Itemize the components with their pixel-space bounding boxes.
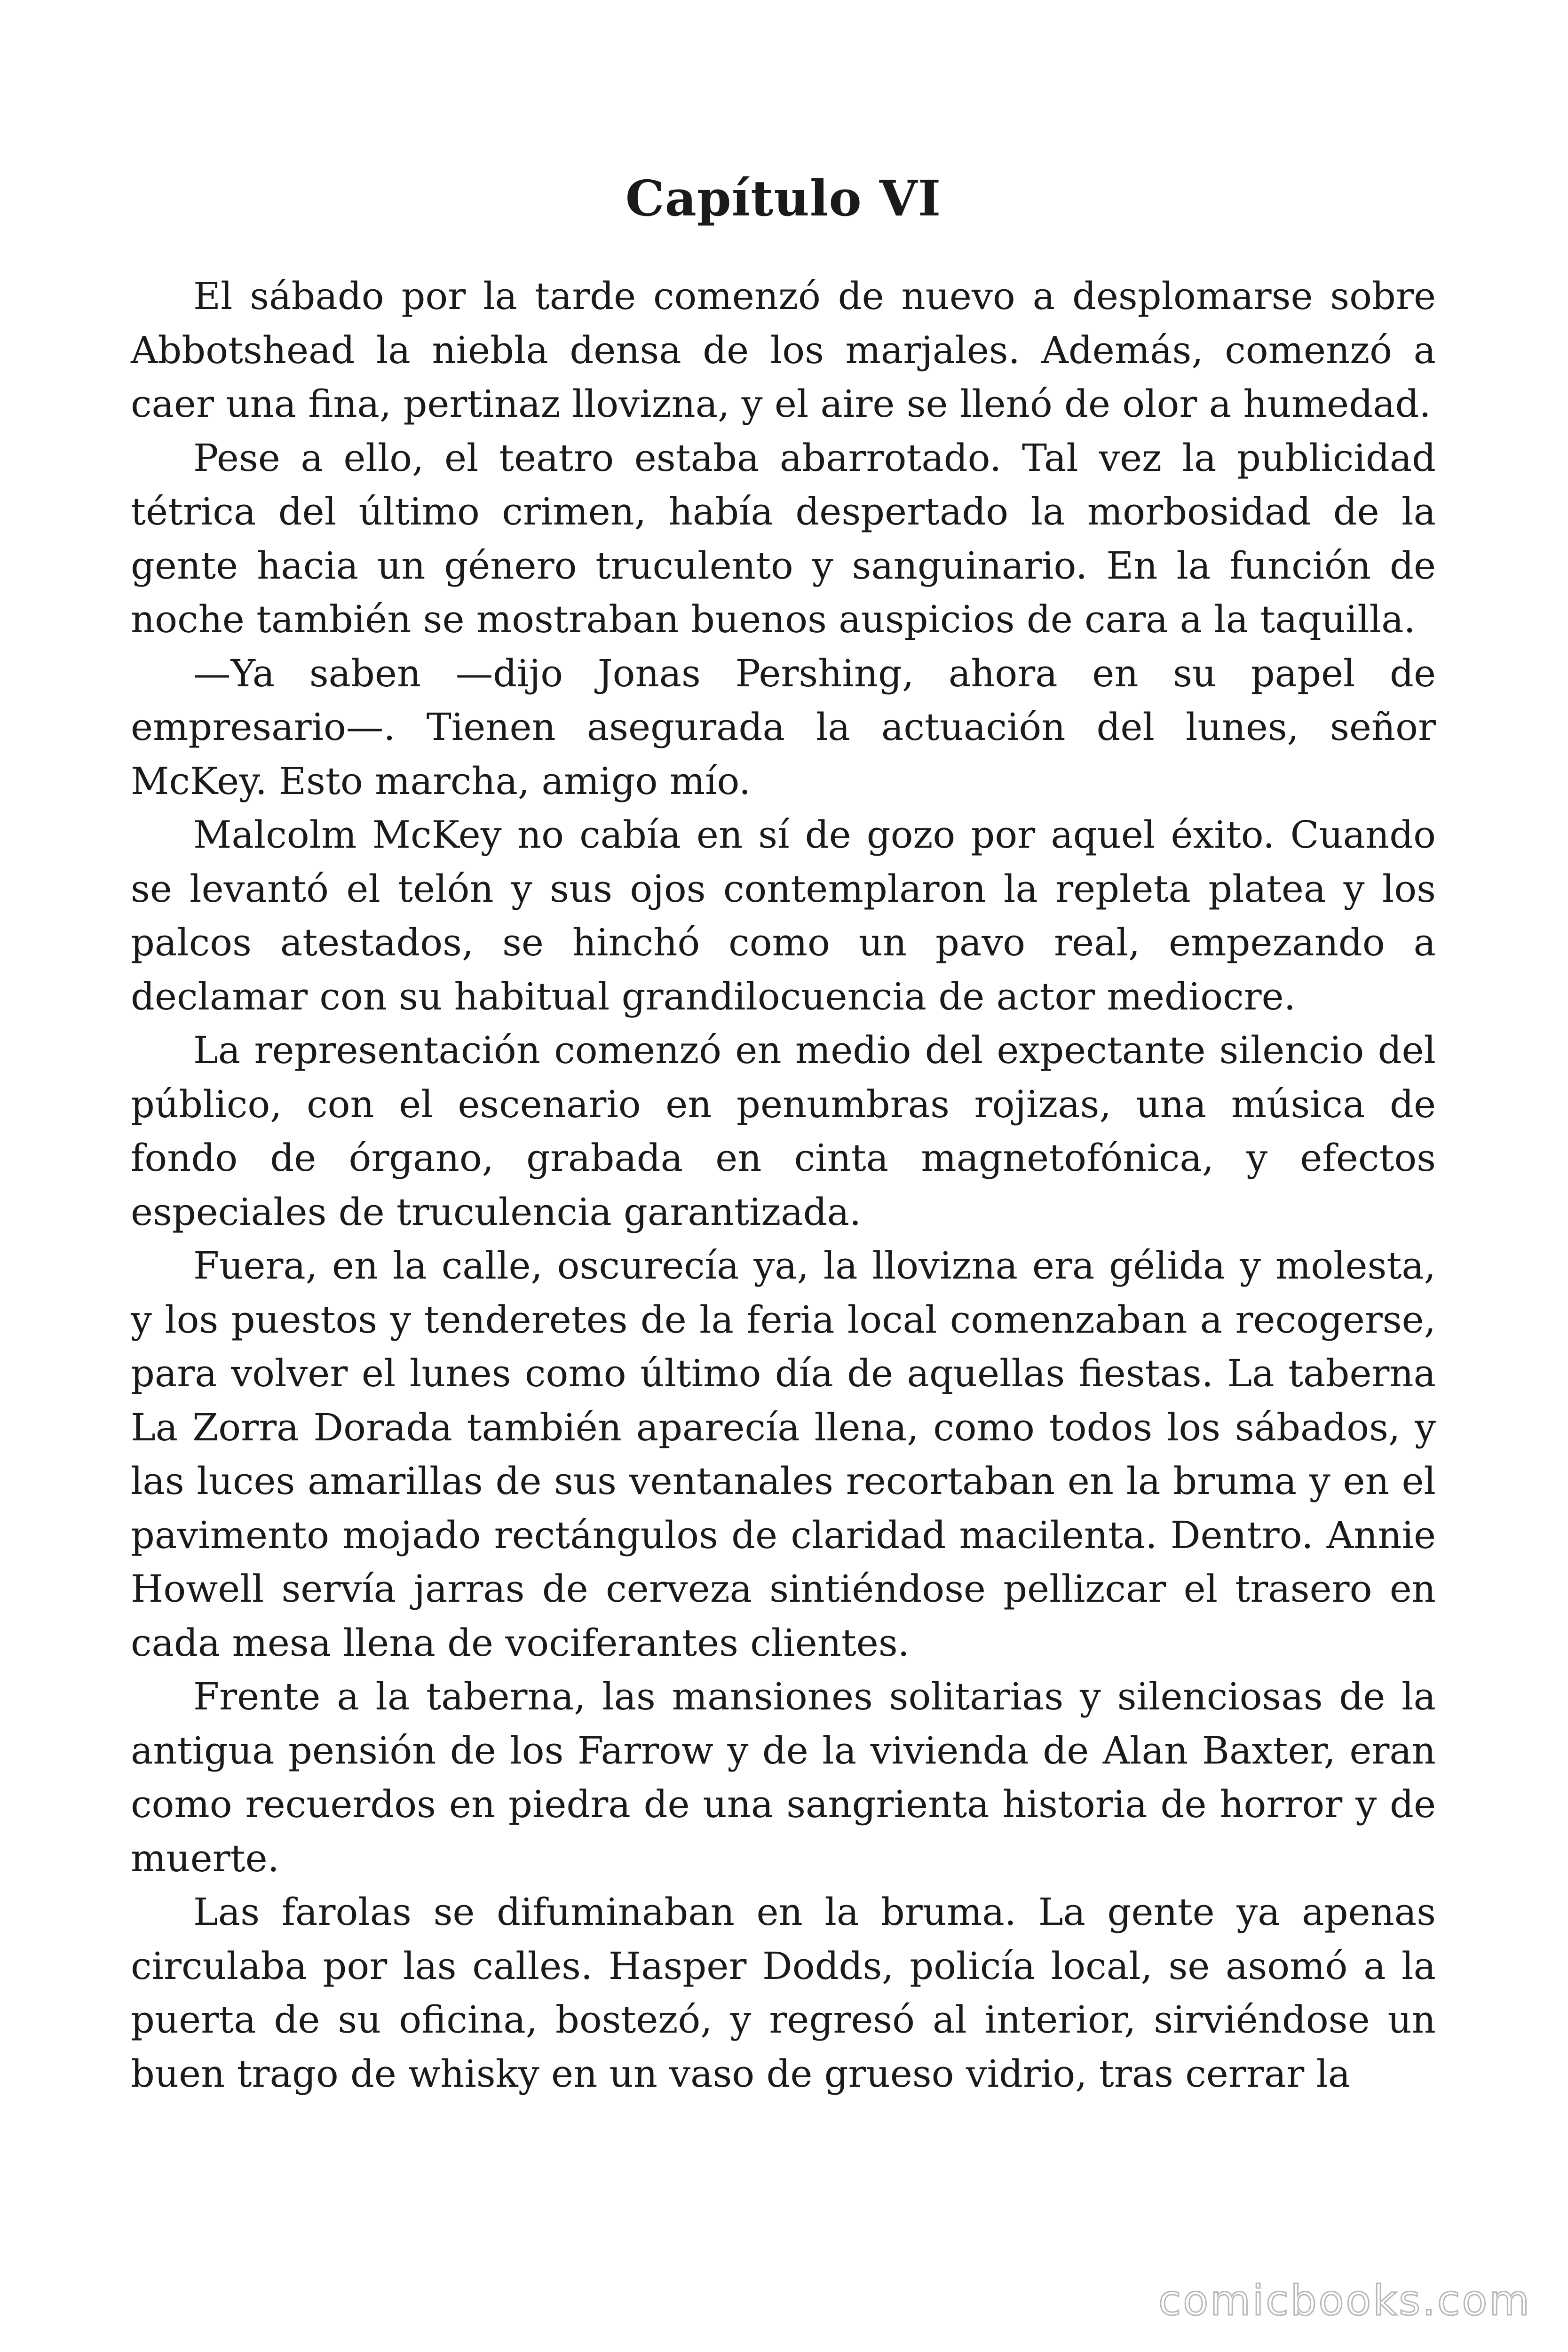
paragraph: Fuera, en la calle, oscurecía ya, la llovizna era gélida y molesta, y los puestos y tenderetes de la feria local comenzaban a recogerse, para volver el lunes como último día de aquellas fiestas. La taberna La Zorra Dorada también aparecía llena, como todos los sábados, y las luces amarillas de sus ventanales recortaban en la bruma y en el pavimento mojado rectángulos de claridad macilenta. Dentro. Annie Howell servía jarras de cerveza sintiéndose pellizcar el trasero en cada mesa llena de vociferantes clientes.: [131, 1244, 1436, 1665]
paragraph: El sábado por la tarde comenzó de nuevo a desplomarse sobre Abbotshead la niebla densa de los marjales. Además, comenzó a caer una fina, pertinaz llovizna, y el aire se llenó de olor a humedad.: [131, 274, 1436, 426]
paragraph: —Ya saben —dijo Jonas Pershing, ahora en su papel de empresario—. Tienen asegurada la actuación del lunes, señor McKey. Esto marcha, amigo mío.: [131, 651, 1436, 803]
book-page: [131, 169, 1436, 2101]
paragraph: La representación comenzó en medio del expectante silencio del público, con el escenario en penumbras rojizas, una música de fondo de órgano, grabada en cinta magnetofónica, y efectos especiales de truculencia garantizada.: [131, 1028, 1436, 1234]
paragraph: Las farolas se difuminaban en la bruma. La gente ya apenas circulaba por las calles. Hasper Dodds, policía local, se asomó a la puerta de su oficina, bostezó, y regresó al interior, sirviéndose un buen trago de whisky en un vaso de grueso vidrio, tras cerrar la: [131, 1890, 1436, 2096]
paragraph: Frente a la taberna, las mansiones solitarias y silenciosas de la antigua pensión de los Farrow y de la vivienda de Alan Baxter, eran como recuerdos en piedra de una sangrienta historia de horror y de muerte.: [131, 1675, 1436, 1880]
chapter-title: Capítulo VI: [625, 169, 942, 227]
paragraph: Pese a ello, el teatro estaba abarrotado. Tal vez la publicidad tétrica del último crimen, había despertado la morbosidad de la gente hacia un género truculento y sanguinario. En la función de noche también se mostraban buenos auspicios de cara a la taquilla.: [131, 436, 1436, 641]
watermark: comicbooks.com: [1158, 2276, 1531, 2325]
paragraph: Malcolm McKey no cabía en sí de gozo por aquel éxito. Cuando se levantó el telón y sus ojos contemplaron la repleta platea y los palcos atestados, se hinchó como un pavo real, empezando a declamar con su habitual grandilocuencia de actor mediocre.: [131, 813, 1436, 1018]
